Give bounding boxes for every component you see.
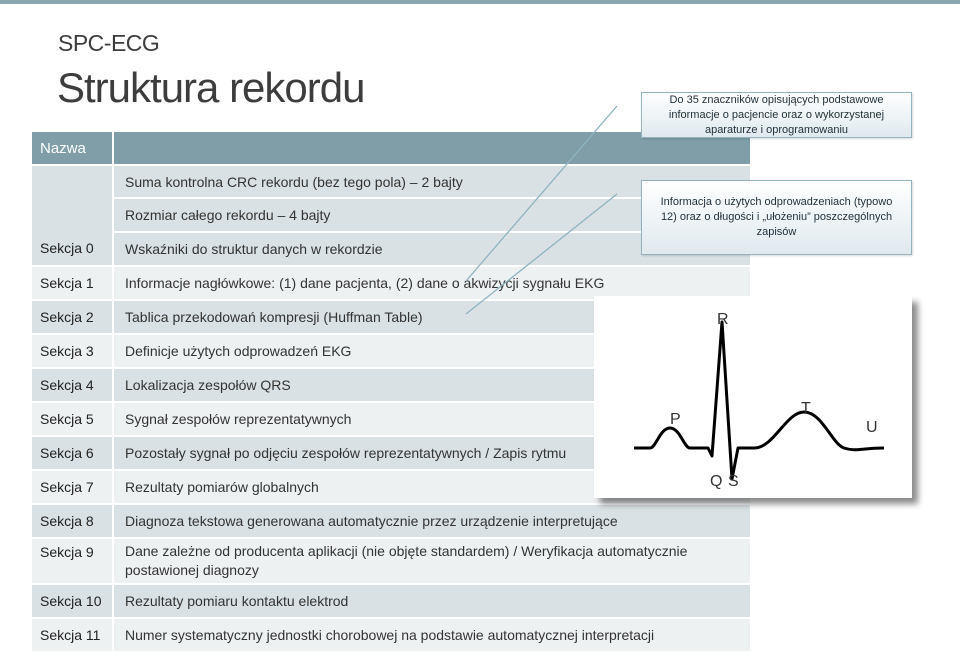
- slide-title: Struktura rekordu: [57, 64, 365, 111]
- section-0-name: Sekcja 0: [32, 166, 112, 265]
- section-0-item: Rozmiar całego rekordu – 4 bajty: [114, 199, 750, 231]
- ecg-label-u: U: [866, 419, 878, 436]
- section-name: Sekcja 1: [32, 267, 112, 299]
- section-name: Sekcja 6: [32, 437, 112, 469]
- section-content: Definicje użytych odprowadzeń EKG: [114, 335, 750, 367]
- ecg-waveform-image: [594, 296, 912, 498]
- ecg-trace: [634, 322, 884, 479]
- section-name: Sekcja 7: [32, 471, 112, 503]
- section-content: Rezultaty pomiarów globalnych: [114, 471, 750, 503]
- ecg-label-s: S: [728, 473, 739, 490]
- section-content: Tablica przekodowań kompresji (Huffman Table): [114, 301, 750, 333]
- section-name: Sekcja 3: [32, 335, 112, 367]
- section-name: Sekcja 4: [32, 369, 112, 401]
- section-content: Numer systematyczny jednostki chorobowej na podstawie automatycznej interpretacji: [114, 619, 750, 651]
- ecg-label-r: R: [717, 311, 729, 328]
- section-name: Sekcja 8: [32, 505, 112, 537]
- section-0-item: Wskaźniki do struktur danych w rekordzie: [114, 233, 750, 265]
- ecg-label-q: Q: [710, 473, 723, 490]
- section-name: Sekcja 5: [32, 403, 112, 435]
- section-0-item: Suma kontrolna CRC rekordu (bez tego pola) – 2 bajty: [114, 166, 750, 197]
- section-content: Diagnoza tekstowa generowana automatycznie przez urządzenie interpretujące: [114, 505, 750, 537]
- ecg-label-t: T: [801, 400, 811, 417]
- section-content: Lokalizacja zespołów QRS: [114, 369, 750, 401]
- section-name: Sekcja 9: [32, 539, 112, 583]
- slide-subtitle: SPC-ECG: [58, 30, 160, 56]
- ecg-label-p: P: [670, 411, 681, 428]
- section-content: Informacje nagłówkowe: (1) dane pacjenta, (2) dane o akwizycji sygnału EKG: [114, 267, 750, 299]
- section-name: Sekcja 10: [32, 585, 112, 617]
- section-name: Sekcja 11: [32, 619, 112, 651]
- section-content: Pozostały sygnał po odjęciu zespołów reprezentatywnych / Zapis rytmu: [114, 437, 750, 469]
- ecg-waveform: [594, 296, 912, 498]
- callout-patient-info: Do 35 znaczników opisujących podstawowe informacje o pacjencie oraz o wykorzystanej aparaturze i oprogramowaniu: [641, 92, 912, 138]
- section-content: Rezultaty pomiaru kontaktu elektrod: [114, 585, 750, 617]
- section-name: Sekcja 2: [32, 301, 112, 333]
- header-name-cell: Nazwa: [32, 132, 112, 164]
- section-content: Sygnał zespołów reprezentatywnych: [114, 403, 750, 435]
- callout-leads-info: Informacja o użytych odprowadzeniach (typowo 12) oraz o długości i „ułożeniu” poszczególnych zapisów: [641, 180, 912, 255]
- section-content: Dane zależne od producenta aplikacji (nie objęte standardem) / Weryfikacja automatycznie postawionej diagnozy: [114, 539, 750, 583]
